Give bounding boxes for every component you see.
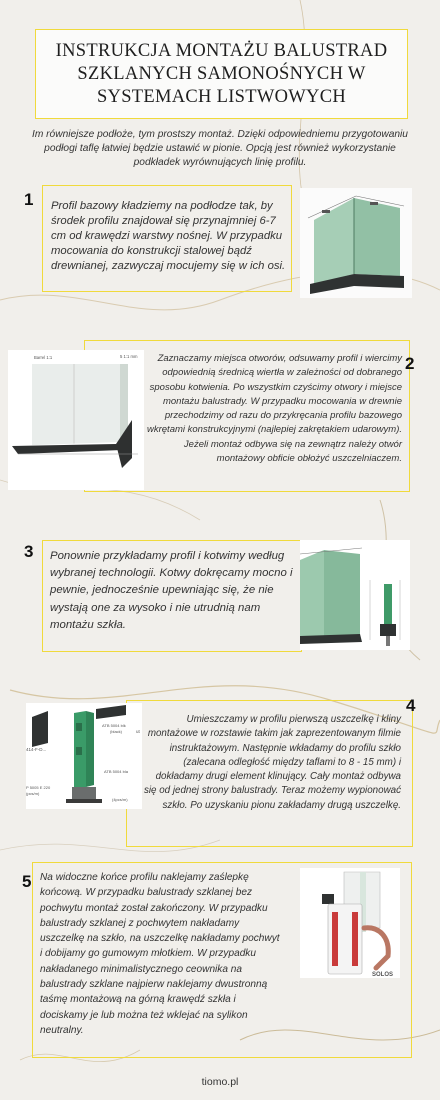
page-title: INSTRUKCJA MONTAŻU BALUSTRAD SZKLANYCH SAMONOŚNYCH W SYSTEMACH LISTWOWYCH — [55, 41, 388, 107]
step-4-label-6: P 5005 E 220 — [26, 785, 51, 790]
step-1-illustration — [300, 188, 412, 298]
step-2-label-a: Barrel 1:1 — [34, 355, 53, 360]
step-5-label: SOLOS — [372, 972, 394, 978]
title-box — [35, 29, 408, 119]
step-4-label-3: ATB 5004 blk — [102, 723, 126, 728]
step-4-label-1: 414-F-D... — [26, 747, 47, 752]
step-4-illustration — [26, 703, 142, 809]
step-2-number: 2 — [405, 354, 415, 373]
footer-brand: tiomo.pl — [201, 1076, 239, 1088]
step-1-text: Profil bazowy kładziemy na podłodze tak, by środek profilu znajdował się przynajmniej 6-7 cm od krawędzi warstwy nośnej. W przypadku mocowania do konstrukcji stalowej bądź drewnianej, zazwyczaj mocujemy się w ich osi. — [51, 200, 286, 272]
step-5-text: Na widoczne końce profilu naklejamy zaślepkę końcową. W przypadku balustrady szklanej bez pochwytu montaż został zakończony. W przypadku balustrady szklanej z pochwytem nakładamy uszczelkę na szkło, na uszczelkę nakładamy pochwyt i dobijamy go gumowym młotkiem. W przypadku nakładanego minimalistycznego ceownika na balustrady szklane najpierw naklejamy dwustronną taśmę montażową na górną krawędź szkła i dociskamy je lub można też wklejać na sylikon neutralny. — [40, 872, 280, 1036]
step-5-number: 5 — [22, 872, 32, 891]
step-4-number: 4 — [406, 696, 416, 715]
step-2-illustration — [8, 350, 144, 490]
step-1-number: 1 — [24, 190, 34, 209]
step-3-illustration — [300, 540, 410, 650]
step-4-label-8: (4pcs/m) — [112, 797, 128, 802]
step-4-label-2: ut — [136, 729, 140, 734]
intro-text: Im równiejsze podłoże, tym prostszy montaż. Dzięki odpowiedniemu przygotowaniu podłogi taflę łatwiej będzie ustawić w pionie. Opcją jest również wykorzystanie podkładek wyrównujących linię profilu. — [32, 129, 408, 168]
step-4-label-7: (pcs/m) — [26, 791, 40, 796]
step-4-label-4: (black) — [110, 729, 123, 734]
step-2-label-b: 5 1:1 mm — [120, 354, 138, 359]
step-4-label-5: ATB 5004 bla — [104, 769, 128, 774]
step-4-text: Umieszczamy w profilu pierwszą uszczelkę i kliny montażowe w rozstawie takim jak zaprezentowanym filmie instruktażowym. Następnie wkładamy do profilu szkło (zalecana odległość między taflami to 8 - 15 mm) i dokładamy drugi element klinujący. Cały montaż odbywa się od jednej strony balustrady. Teraz możemy wypionować szkło. Po uzyskaniu pionu zakładamy drugą uszczelkę. — [143, 714, 401, 811]
step-3-text: Ponownie przykładamy profil i kotwimy według wybranej technologii. Kotwy dokręcamy mocno i pewnie, jednocześnie upewniając się, że nie wystają one za wysoko i nie utrudnią nam montażu szkła. — [50, 550, 293, 631]
step-3-number: 3 — [24, 542, 34, 561]
step-2-text: Zaznaczamy miejsca otworów, odsuwamy profil i wiercimy odpowiednią średnicą wiertła w zależności od dobranego sposobu kotwienia. Po wszystkim czyścimy otwory i miejsce montażu balustrady. W przypadku mocowania w drewnie przechodzimy od razu do przykręcania profilu bazowego wkrętami konstrukcyjnymi (najlepiej zakrętakiem udarowym). Jeżeli montaż odbywa się na zewnątrz należy otwór montażowy obficie obłożyć uszczelniaczem. — [147, 353, 402, 465]
step-5-illustration — [300, 868, 400, 978]
